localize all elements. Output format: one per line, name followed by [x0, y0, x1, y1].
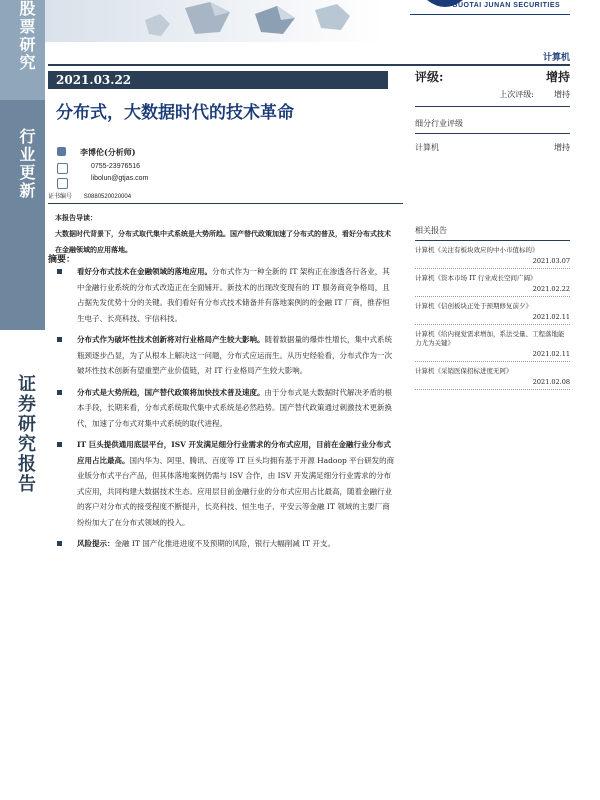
rating-box — [415, 68, 570, 107]
list-item — [55, 332, 395, 379]
related-report-date: 2021.02.08 — [415, 378, 570, 390]
cert-number — [48, 191, 131, 200]
sub-rating-value: 增持 — [554, 143, 570, 152]
report-intro — [55, 210, 395, 258]
page-title: 分布式，大数据时代的技术革命 — [56, 103, 294, 123]
bullet-text: 随着数据量的爆炸性增长，集中式系统瓶颈逐步凸显，为了从根本上解决这一问题，分布式应运而生。从历史经验看，分布式作为一次破坏性技术创新有望重塑产业价值链，对 IT 行业格局产生较大影响。 — [77, 335, 392, 375]
related-report-link[interactable]: 计算机《给内视觉需求增加，系法受量、工程落地能力尤为关键》 — [415, 330, 565, 347]
related-heading: 相关报告 — [415, 225, 570, 241]
intro-heading: 本报告导读： — [55, 213, 97, 222]
cert-label: 证书编号 — [48, 194, 73, 200]
bullet-bold: 分布式是大势所趋，国产替代政策将加快技术普及速度。 — [77, 387, 265, 397]
sector-label: 计算机 — [542, 53, 570, 63]
top-divider — [410, 14, 570, 15]
list-item — [55, 536, 395, 552]
person-icon — [57, 147, 66, 156]
left-sidebar — [0, 0, 45, 800]
prev-rating-label: 上次评级: — [499, 90, 534, 99]
analyst-phone: 0755-23976516 — [91, 163, 141, 170]
phone-icon — [57, 163, 68, 174]
brand-english-name: GUOTAI JUNAN SECURITIES — [452, 2, 561, 9]
analyst-name: 李博伦(分析师) — [80, 147, 136, 157]
bullet-text: 金融 IT 国产化推进进度不及预期的风险，银行大幅削减 IT 开支。 — [114, 539, 335, 548]
related-report-date: 2021.03.07 — [415, 257, 570, 269]
list-item — [55, 437, 395, 530]
prev-rating-value: 增持 — [554, 90, 570, 99]
related-report-date: 2021.02.11 — [415, 313, 570, 325]
related-report-date: 2021.02.11 — [415, 350, 570, 362]
rating-value: 增持 — [545, 70, 570, 84]
related-report-link[interactable]: 计算机《资本市场 IT 行业成长空间广阔》 — [415, 274, 537, 282]
related-report-link[interactable]: 计算机《采销医保招标进度无阿》 — [415, 367, 513, 375]
bullet-text: 国内华为、阿里、腾讯、百度等 IT 巨头均拥有基于开源 Hadoop 平台研发的商业版分布式平台产品，但其体落地案例仍需与 ISV 合作，由 ISV 开发满足细分行业需求的分布式应用，共同构建大数据技术生态。应用层目前金融行业的分布式应用占比最高，随着金融行业的客户对分布式的接受程度不断提升，长亮科技、恒生电子、平安云等金融 IT 领域的主要厂商纷纷加大了在分布式领域的投入。 — [77, 455, 395, 527]
bullet-bold: 分布式作为破坏性技术创新将对行业格局产生较大影响。 — [77, 335, 265, 344]
report-date: 2021.03.22 — [56, 73, 132, 87]
section-divider — [48, 203, 403, 204]
summary-heading: 摘要： — [48, 255, 76, 265]
rating-divider — [415, 106, 570, 107]
list-item — [55, 385, 395, 432]
related-report-date: 2021.02.22 — [415, 285, 570, 297]
sidebar-label-industry-update: 行业更新 — [17, 128, 36, 200]
header-banner-image — [45, 0, 385, 42]
related-reports — [415, 225, 570, 390]
bullet-text: 由于分布式是大数据时代解决矛盾的根本手段，长期来看，分布式系统取代集中式系统是必然趋势。国产替代政策通过刺激技术更新换代，加速了分布式对集中式系统的取代进程。 — [77, 387, 392, 428]
rating-label: 评级: — [415, 70, 444, 84]
intro-text: 大数据时代背景下，分布式取代集中式系统是大势所趋。国产替代政策加速了分布式的普及，看好分布式技术在金融领域的应用落地。 — [55, 229, 391, 254]
email-icon — [57, 178, 68, 189]
date-bar — [48, 71, 388, 89]
related-report-link[interactable]: 计算机《信创板块正处于预期修复前夕》 — [415, 302, 532, 310]
list-item — [55, 264, 395, 326]
sidebar-label-securities-report: 证券研究报告 — [15, 374, 36, 494]
bullet-bold: 看好分布式技术在金融领域的落地应用。 — [77, 267, 212, 276]
sub-industry-rating — [415, 118, 570, 153]
header-divider — [48, 64, 570, 66]
analyst-block — [55, 147, 148, 182]
sidebar-label-stock-research: 股票研究 — [17, 0, 36, 72]
bullet-bold: 风险提示： — [77, 539, 115, 548]
cert-value: S0880520020004 — [83, 194, 132, 200]
bullet-text: 分布式作为一种全新的 IT 架构正在渗透各行各业，其中金融行业系统的分布式改造正在全面铺开。新技术的出现改变现有的 IT 服务商竞争格局，且占据先发优势十分的关键。我们看好有分布式技术储备并有落地案例的的金融 IT 厂商，推荐恒生电子、长亮科技、宇信科技。 — [77, 267, 390, 323]
sub-rating-sector: 计算机 — [415, 143, 439, 152]
summary-list — [55, 264, 395, 558]
analyst-email[interactable]: libolun@gtjas.com — [91, 175, 149, 182]
related-report-link[interactable]: 计算机《关注有板块效应的中小市值标的》 — [415, 246, 539, 254]
bullet-bold: IT 巨头提供通用底层平台，ISV 开发满足细分行业需求的分布式应用，目前在金融行业分布式应用占比最高。 — [77, 440, 392, 465]
sub-rating-heading: 细分行业评级 — [415, 118, 570, 134]
